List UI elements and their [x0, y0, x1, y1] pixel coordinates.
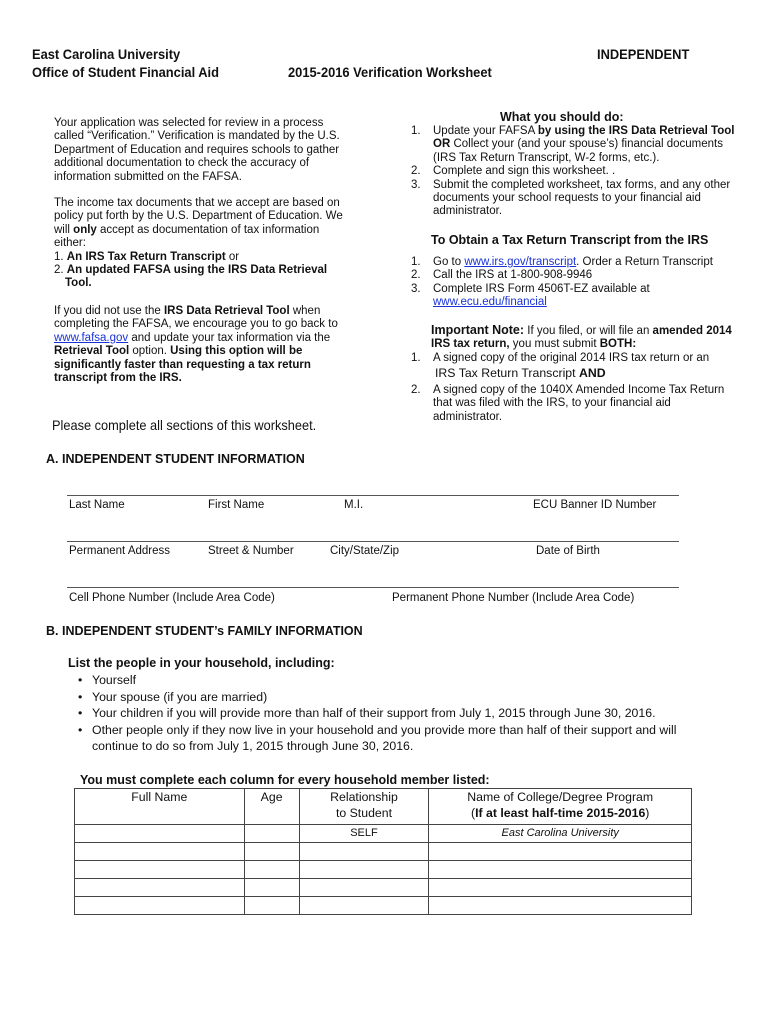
- note-text-b: you must submit: [509, 338, 600, 351]
- transcript-step-num: 2.: [411, 269, 421, 282]
- note-bold: amended 2014 IRS tax return,: [431, 325, 732, 351]
- cell-age[interactable]: [244, 843, 299, 861]
- cell-relationship[interactable]: SELF: [299, 825, 429, 843]
- household-item: • Your children if you will provide more than half of their support from July 1, 2015 through June 30, 2016.: [92, 705, 722, 722]
- label-city-state-zip: City/State/Zip: [330, 545, 400, 557]
- todo-step-bold: by using the IRS Data Retrieval Tool OR: [433, 125, 735, 151]
- transcript-heading: To Obtain a Tax Return Transcript from the IRS: [431, 233, 709, 247]
- table-header-row: [75, 789, 692, 825]
- table-row: [75, 879, 692, 897]
- policy-only: only: [73, 223, 97, 236]
- note-item-2: [411, 384, 741, 424]
- transcript-step-num: 3.: [411, 282, 421, 295]
- cell-age[interactable]: [244, 825, 299, 843]
- note-item-text: A signed copy of the original 2014 IRS tax return or an: [433, 352, 710, 364]
- retrieval-text-b: when completing the FAFSA, we encourage you to go back to: [54, 305, 338, 331]
- col-college-paren-open: (: [471, 806, 476, 820]
- todo-step-text: Complete and sign this worksheet. .: [433, 165, 616, 178]
- fafsa-link[interactable]: www.fafsa.gov: [54, 331, 129, 344]
- cell-college[interactable]: [429, 879, 692, 897]
- col-age: [244, 789, 299, 825]
- note-item-num: 2.: [411, 383, 421, 396]
- cell-name[interactable]: [75, 843, 245, 861]
- option-1-bold: An IRS Tax Return Transcript: [66, 250, 226, 263]
- cell-relationship[interactable]: [299, 879, 429, 897]
- label-mi: M.I.: [344, 499, 364, 511]
- important-note-label: Important Note:: [431, 323, 525, 337]
- household-item: • Yourself: [92, 672, 722, 689]
- university-name: East Carolina University: [32, 46, 181, 62]
- household-item: • Your spouse (if you are married): [92, 689, 722, 706]
- label-first-name: First Name: [208, 499, 265, 511]
- todo-step-text-tail: Collect your (and your spouse’s) financial documents (IRS Tax Return Transcript, W-2 forms, etc.).: [433, 138, 723, 164]
- cell-name[interactable]: [75, 879, 245, 897]
- todo-step-text: Update your FAFSA: [433, 125, 538, 137]
- col-relationship: [299, 789, 429, 825]
- option-1: [54, 251, 354, 264]
- what-to-do-list: [411, 125, 741, 219]
- field-line-row1[interactable]: [67, 495, 679, 496]
- cell-college[interactable]: East Carolina University: [429, 825, 692, 843]
- cell-name[interactable]: [75, 861, 245, 879]
- intro-policy: [54, 197, 354, 291]
- cell-age[interactable]: [244, 879, 299, 897]
- household-table: [74, 788, 692, 915]
- transcript-step-1: [411, 256, 741, 269]
- household-list: [68, 672, 722, 755]
- transcript-step-text: Complete IRS Form 4506T-EZ available at: [433, 282, 650, 295]
- label-permanent-phone: Permanent Phone Number (Include Area Code): [392, 592, 635, 604]
- transcript-step-num: 1.: [411, 256, 421, 268]
- transcript-step-3: [411, 283, 741, 310]
- field-line-row3[interactable]: [67, 587, 679, 588]
- col-college-paren-close: ): [645, 806, 650, 820]
- col-full-name-label: Full Name: [131, 790, 188, 804]
- irs-transcript-link[interactable]: www.irs.gov/transcript: [464, 256, 577, 268]
- todo-step-1: [411, 125, 741, 165]
- col-age-label: Age: [260, 790, 283, 804]
- todo-step-num: 1.: [411, 125, 421, 137]
- retrieval-text-d: option.: [129, 345, 171, 358]
- transcript-step-tail: . Order a Return Transcript: [576, 256, 713, 268]
- col-college-bold: If at least half-time 2015-2016: [475, 806, 646, 820]
- policy-text-tail: accept as documentation of tax information either:: [54, 223, 320, 250]
- col-full-name: [75, 789, 245, 825]
- todo-step-text: Submit the completed worksheet, tax forms, and any other documents your school requests to your financial aid administrator.: [433, 178, 731, 218]
- note-item-and: AND: [578, 366, 606, 381]
- cell-age[interactable]: [244, 897, 299, 915]
- intro-retrieval-paragraph: [54, 305, 354, 385]
- transcript-step-2: [411, 269, 741, 282]
- note-item-num: 1.: [411, 352, 421, 364]
- ecu-financial-link[interactable]: www.ecu.edu/financial: [433, 296, 547, 309]
- cell-name[interactable]: [75, 825, 245, 843]
- option-2-num: 2.: [54, 264, 64, 277]
- col-relationship-label: Relationship: [330, 790, 398, 804]
- col-relationship-label-2: to Student: [335, 806, 393, 820]
- label-permanent-address: Permanent Address: [69, 545, 171, 557]
- section-b-heading: B. INDEPENDENT STUDENT’s FAMILY INFORMATION: [46, 624, 363, 638]
- cell-name[interactable]: [75, 897, 245, 915]
- cell-relationship[interactable]: [299, 843, 429, 861]
- household-list-heading: List the people in your household, including:: [68, 656, 335, 670]
- label-cell-phone: Cell Phone Number (Include Area Code): [69, 592, 275, 604]
- todo-step-num: 2.: [411, 165, 421, 178]
- col-college-program: [429, 789, 692, 825]
- intro-paragraph: Your application was selected for review in a process called “Verification.” Verification is mandated by the U.S. Department of Education and requires schools to gather additional documentation to check the accuracy of information submitted on the FAFSA.: [54, 117, 340, 183]
- note-item-1: [411, 352, 741, 382]
- label-last-name: Last Name: [69, 499, 125, 511]
- retrieval-bold-2: Retrieval Tool: [54, 345, 130, 358]
- label-date-of-birth: Date of Birth: [536, 545, 600, 557]
- table-heading: You must complete each column for every household member listed:: [80, 773, 490, 787]
- table-row: [75, 897, 692, 915]
- retrieval-bold-3: Using this option will be significantly faster than requesting a tax return transcript from the IRS.: [54, 345, 311, 385]
- status-label: INDEPENDENT: [597, 46, 690, 62]
- option-1-num: 1.: [54, 250, 64, 263]
- table-row: [75, 861, 692, 879]
- retrieval-bold-1: IRS Data Retrieval Tool: [163, 305, 290, 317]
- cell-relationship[interactable]: [299, 897, 429, 915]
- option-1-tail: or: [225, 250, 240, 263]
- complete-all-instruction: Please complete all sections of this worksheet.: [52, 418, 317, 433]
- note-item-text-b: IRS Tax Return Transcript: [435, 366, 579, 381]
- todo-step-3: [411, 179, 741, 219]
- label-ecu-banner-id: ECU Banner ID Number: [533, 499, 657, 511]
- household-item: • Other people only if they now live in your household and you provide more than half of their support and will continue to do so from July 1, 2015 through June 30, 2016.: [92, 722, 722, 755]
- option-2: [54, 264, 354, 291]
- what-to-do-heading: What you should do:: [500, 110, 624, 124]
- office-name: Office of Student Financial Aid: [32, 64, 220, 80]
- cell-college[interactable]: [429, 897, 692, 915]
- col-college-label: Name of College/Degree Program: [467, 790, 654, 804]
- retrieval-text-c: and update your tax information via the: [128, 331, 331, 344]
- todo-step-num: 3.: [411, 178, 421, 191]
- note-list: [411, 352, 741, 424]
- page-title: 2015-2016 Verification Worksheet: [288, 64, 492, 80]
- option-2-bold: An updated FAFSA using the IRS Data Retrieval Tool.: [65, 264, 328, 290]
- label-street-number: Street & Number: [208, 545, 294, 557]
- cell-college[interactable]: [429, 843, 692, 861]
- cell-relationship[interactable]: [299, 861, 429, 879]
- cell-college[interactable]: [429, 861, 692, 879]
- note-text-a: If you filed, or will file an: [524, 325, 653, 337]
- note-item-text: A signed copy of the 1040X Amended Income Tax Return that was filed with the IRS, to your financial aid administrator.: [433, 383, 725, 423]
- retrieval-text-a: If you did not use the: [54, 305, 164, 317]
- transcript-step-text: Go to: [433, 256, 465, 268]
- field-line-row2[interactable]: [67, 541, 679, 542]
- section-a-heading: A. INDEPENDENT STUDENT INFORMATION: [46, 452, 305, 466]
- table-row: [75, 825, 692, 843]
- policy-text: The income tax documents that we accept are based on policy put forth by the U.S. Department of Education. We will: [54, 197, 343, 236]
- important-note: [431, 324, 741, 352]
- todo-step-2: [411, 165, 741, 178]
- cell-age[interactable]: [244, 861, 299, 879]
- transcript-list: [411, 256, 741, 310]
- table-row: [75, 843, 692, 861]
- note-both: BOTH:: [599, 338, 637, 351]
- transcript-step-text: Call the IRS at 1-800-908-9946: [433, 269, 593, 282]
